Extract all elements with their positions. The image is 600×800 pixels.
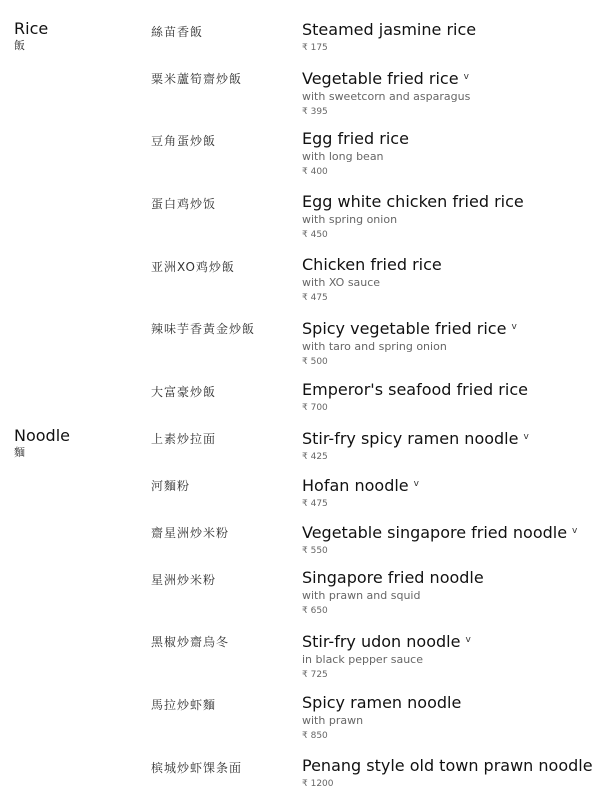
item-description: with taro and spring onion bbox=[302, 340, 447, 353]
item-price: ₹ 475 bbox=[302, 499, 328, 509]
item-price: ₹ 1200 bbox=[302, 779, 334, 789]
item-price: ₹ 475 bbox=[302, 293, 328, 303]
item-chinese-name: 槟城炒虾馃条面 bbox=[151, 761, 243, 775]
item-price: ₹ 700 bbox=[302, 403, 328, 413]
item-name-line bbox=[302, 521, 598, 543]
item-details bbox=[302, 129, 598, 179]
item-chinese-name: 黑椒炒齋烏冬 bbox=[151, 635, 230, 649]
item-description: in black pepper sauce bbox=[302, 653, 423, 666]
item-chinese-name: 上素炒拉面 bbox=[151, 432, 217, 446]
item-name-line bbox=[302, 67, 598, 89]
item-details bbox=[302, 474, 598, 511]
item-price: ₹ 425 bbox=[302, 452, 328, 462]
item-name: Spicy vegetable fried rice bbox=[302, 319, 507, 338]
vegetarian-mark: v bbox=[465, 635, 471, 645]
item-chinese-name: 絲苗香飯 bbox=[151, 25, 204, 39]
item-chinese-name: 河麵粉 bbox=[151, 479, 191, 493]
section-title: Rice bbox=[14, 19, 49, 38]
item-price: ₹ 400 bbox=[302, 167, 328, 177]
item-description: with prawn bbox=[302, 714, 364, 727]
item-chinese-name: 馬拉炒虾麵 bbox=[151, 698, 217, 712]
item-name-line bbox=[302, 255, 598, 275]
item-chinese-name: 蛋白鸡炒饭 bbox=[151, 197, 217, 211]
item-name: Penang style old town prawn noodle bbox=[302, 756, 593, 775]
item-price: ₹ 850 bbox=[302, 731, 328, 741]
item-details bbox=[302, 255, 598, 305]
section-heading-noodle bbox=[14, 427, 70, 459]
item-chinese-name: 亚洲XO鸡炒飯 bbox=[151, 260, 235, 274]
item-name: Vegetable singapore fried noodle bbox=[302, 523, 568, 542]
item-name-line bbox=[302, 568, 598, 588]
item-details bbox=[302, 568, 598, 618]
item-price: ₹ 650 bbox=[302, 606, 328, 616]
section-subtitle: 麵 bbox=[14, 446, 25, 459]
item-price: ₹ 175 bbox=[302, 43, 328, 53]
item-name-line bbox=[302, 427, 598, 449]
item-chinese-name: 粟米蘆筍齋炒飯 bbox=[151, 72, 243, 86]
vegetarian-mark: v bbox=[413, 479, 419, 489]
item-details bbox=[302, 192, 598, 242]
item-details bbox=[302, 427, 598, 464]
item-price: ₹ 725 bbox=[302, 670, 328, 680]
item-name: Steamed jasmine rice bbox=[302, 20, 477, 39]
item-name-line bbox=[302, 380, 598, 400]
item-description: with sweetcorn and asparagus bbox=[302, 90, 471, 103]
item-chinese-name: 大富豪炒飯 bbox=[151, 385, 217, 399]
item-name: Singapore fried noodle bbox=[302, 568, 484, 587]
item-details bbox=[302, 756, 598, 791]
item-price: ₹ 500 bbox=[302, 357, 328, 367]
item-chinese-name: 星洲炒米粉 bbox=[151, 573, 217, 587]
item-name: Stir-fry udon noodle bbox=[302, 632, 461, 651]
item-name: Chicken fried rice bbox=[302, 255, 442, 274]
item-chinese-name: 豆角蛋炒飯 bbox=[151, 134, 217, 148]
item-name-line bbox=[302, 693, 598, 713]
item-price: ₹ 550 bbox=[302, 546, 328, 556]
item-name-line bbox=[302, 317, 598, 339]
item-price: ₹ 395 bbox=[302, 107, 328, 117]
vegetarian-mark: v bbox=[511, 322, 517, 332]
section-heading-rice bbox=[14, 20, 48, 52]
item-details bbox=[302, 317, 598, 369]
item-name: Spicy ramen noodle bbox=[302, 693, 462, 712]
item-name: Emperor's seafood fried rice bbox=[302, 380, 528, 399]
item-price: ₹ 450 bbox=[302, 230, 328, 240]
item-name-line bbox=[302, 192, 598, 212]
item-details bbox=[302, 380, 598, 415]
vegetarian-mark: v bbox=[523, 432, 529, 442]
item-name: Vegetable fried rice bbox=[302, 69, 459, 88]
item-name-line bbox=[302, 756, 598, 776]
item-name: Hofan noodle bbox=[302, 476, 409, 495]
item-description: with spring onion bbox=[302, 213, 398, 226]
item-name-line bbox=[302, 630, 598, 652]
item-description: with XO sauce bbox=[302, 276, 381, 289]
vegetarian-mark: v bbox=[572, 526, 578, 536]
item-name-line bbox=[302, 129, 598, 149]
item-details bbox=[302, 67, 598, 119]
item-details bbox=[302, 693, 598, 743]
item-name-line bbox=[302, 20, 598, 40]
item-name: Stir-fry spicy ramen noodle bbox=[302, 429, 519, 448]
item-chinese-name: 齋星洲炒米粉 bbox=[151, 526, 230, 540]
vegetarian-mark: v bbox=[463, 72, 469, 82]
item-description: with prawn and squid bbox=[302, 589, 421, 602]
item-details bbox=[302, 521, 598, 558]
section-subtitle: 飯 bbox=[14, 39, 25, 52]
item-chinese-name: 辣味芋香黃金炒飯 bbox=[151, 322, 256, 336]
item-name-line bbox=[302, 474, 598, 496]
item-details bbox=[302, 630, 598, 682]
item-name: Egg white chicken fried rice bbox=[302, 192, 524, 211]
item-description: with long bean bbox=[302, 150, 384, 163]
item-details bbox=[302, 20, 598, 55]
item-name: Egg fried rice bbox=[302, 129, 409, 148]
section-title: Noodle bbox=[14, 426, 70, 445]
